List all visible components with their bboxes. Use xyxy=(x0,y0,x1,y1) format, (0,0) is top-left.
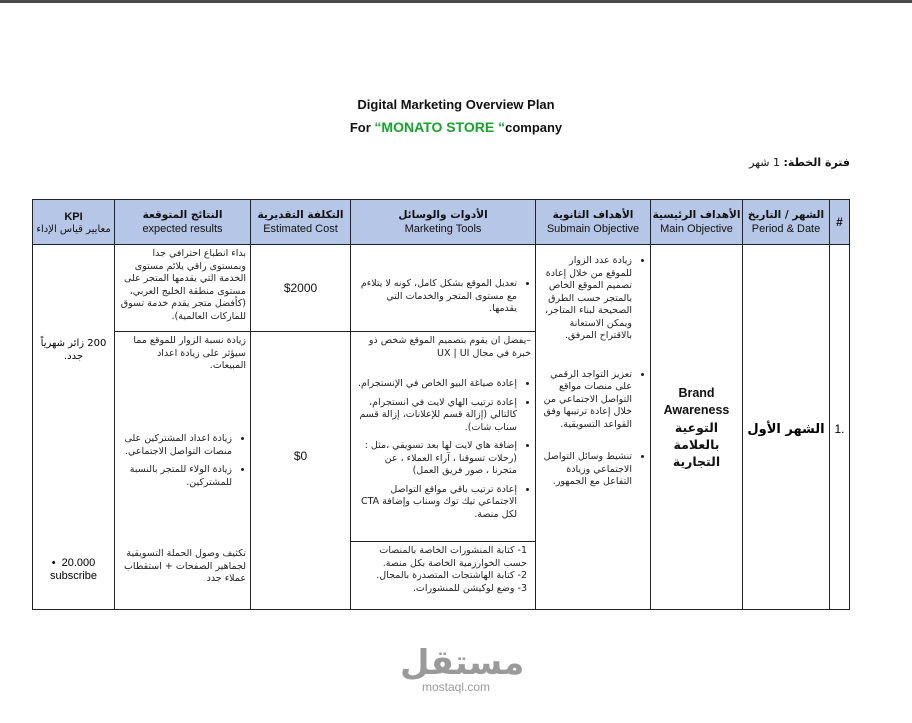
brand-name: “MONATO STORE “ xyxy=(374,119,506,135)
list-item: • إعادة صياغة البيو الخاص في الإنستجرام. xyxy=(357,378,517,391)
tools-social-list xyxy=(351,375,535,530)
tools-content-list xyxy=(351,541,535,598)
kpi-cell xyxy=(33,245,115,610)
result-campaign-reach: تكثيف وصول الحملة التسويقية لجماهير الصفحات + استقطاب عملاء جدد xyxy=(123,548,246,584)
mostaql-watermark: مستقل mostaql.com xyxy=(400,643,525,694)
main-objective-ar: التوعية بالعلامة التجارية xyxy=(672,419,721,469)
list-item: • إعادة ترتيب باقي مواقع التواصل الاجتماعي تيك توك وسناب وإضافة CTA لكل منصة. xyxy=(357,484,517,522)
document-subtitle: For “MONATO STORE “company xyxy=(349,119,563,135)
window-top-edge xyxy=(0,0,912,3)
result-subscribers-list xyxy=(115,430,250,498)
list-item: • تنشيط وسائل التواصل الاجتماعي وزيادة التفاعل مع الجمهور. xyxy=(542,451,632,489)
plan-period: فترة الخطة: 1 شهر xyxy=(749,156,850,169)
list-item: • زيادة عدد الزوار للموقع من خلال إعادة تصميم الموقع الخاص بالمتجر حسب الطرق الصحيحة لبناء المتاجر، ويمكن الاستعانة بالاقتراح المرفق. xyxy=(542,255,632,343)
header-period-date: الشهر / التاريخ Period & Date xyxy=(743,200,830,245)
list-item: • إعادة ترتيب الهاي لايت في انستجرام، كالتالي (إزالة قسم للإعلانات، إزالة قسم سناب شات). xyxy=(357,397,517,435)
expected-results-cell xyxy=(115,245,251,610)
list-item: • زيادة الولاء للمتجر بالنسبة للمشتركين. xyxy=(121,464,232,489)
header-marketing-tools: الأدوات والوسائل Marketing Tools xyxy=(351,200,536,245)
period-cell xyxy=(743,245,830,610)
list-item: • تعزيز التواجد الرقمي على منصات مواقع التواصل الاجتماعي من خلال إعادة ترتيبها وفق القواعد التسويقية. xyxy=(542,369,632,432)
table-header-row xyxy=(33,200,850,245)
header-main-objective: الأهداف الرئيسية Main Objective xyxy=(651,200,743,245)
marketing-plan-table xyxy=(32,199,850,610)
result-professional-impression: بداء انطباع احترافي جدا وبمستوى راقي يلائم مستوى الخدمة التي يقدمها المتجر على مستوى منطقة الخليج العربي، (كأفضل متجر يقدم خدمة تسوق للماركات العالمية). xyxy=(120,248,246,322)
number-cell xyxy=(830,245,850,610)
kpi-subscribers: • 20.000 subscribe xyxy=(49,557,98,582)
document-title: Digital Marketing Overview Plan xyxy=(357,97,555,112)
header-expected-results: النتائج المتوقعة expected results xyxy=(115,200,251,245)
list-item: • إضافة هاي لايت لها بعد تسويقي ،مثل :(رحلات تسوقنا ، آراء العملاء ، عن متجرنا ، صور فريق العمل) xyxy=(357,440,517,478)
header-estimated-cost: التكلفة التقديرية Estimated Cost xyxy=(251,200,351,245)
table-row xyxy=(33,245,850,610)
cost-website: $2000 xyxy=(283,281,318,295)
main-objective-en: Brand Awareness xyxy=(663,385,730,417)
marketing-tools-cell xyxy=(351,245,536,610)
estimated-cost-cell xyxy=(251,245,351,610)
list-item: 3- وضع لوكيشن للمنشورات. xyxy=(412,582,527,594)
header-submain-objective: الأهداف الثانوية Submain Objective xyxy=(536,200,651,245)
header-kpi: KPI معايير قياس الإداء xyxy=(33,200,115,245)
row-number: 1. xyxy=(834,421,845,436)
list-item: 2- كتابة الهاشتجات المتصدرة بالمجال. xyxy=(376,570,527,581)
main-objective-cell xyxy=(651,245,743,610)
submain-objective-cell xyxy=(536,245,651,610)
tools-website-redesign: • تعديل الموقع بشكل كامل، كونه لا يتلاءم مع مستوى المتجر والخدمات التي يقدمها. xyxy=(351,275,535,335)
tools-ux-designer: –يفضل ان يقوم بتصميم الموقع شخص ذو خبرة في مجال UX | UI xyxy=(351,331,535,378)
month-label: الشهر الأول xyxy=(747,421,825,437)
kpi-visitors: 200 زائر شهرياً جدد. xyxy=(40,338,107,362)
list-item: 1- كتابة المنشورات الخاصة بالمنصات حسب الخوارزمية الخاصة بكل منصة. xyxy=(379,545,527,569)
header-number: # xyxy=(830,200,850,245)
result-visitors-increase: زيادة نسبة الزوار للموقع مما سيؤثر على زيادة اعداد المبيعات. xyxy=(115,331,250,376)
cost-social: $0 xyxy=(293,449,308,463)
list-item: • زيادة اعداد المشتركين على منصات التواصل الاجتماعي. xyxy=(121,433,232,458)
